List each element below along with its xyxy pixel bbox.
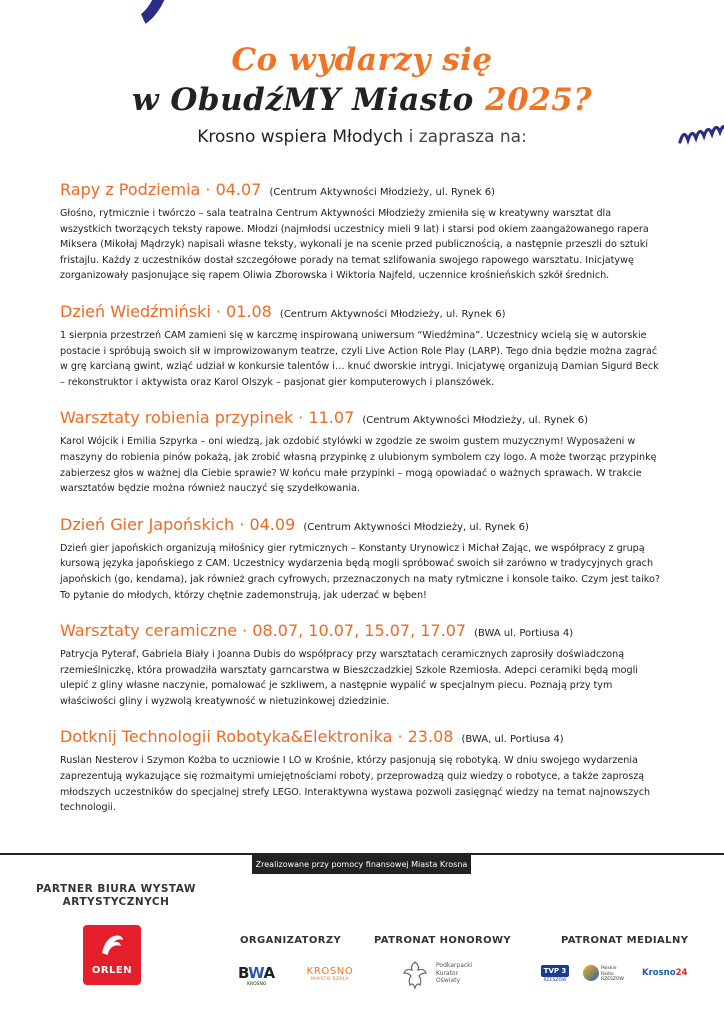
orlen-logo	[83, 925, 141, 985]
bwa-letter-a: A	[263, 964, 275, 982]
event-description: Karol Wójcik i Emilia Szpyrka – oni wiedzą, jak ozdobić stylówki w zgodzie ze swoim gustem muzycznym! Wyposażeni w maszyny do robienia pinów pokażą, jak zrobić własną przypinkę z ulubionym symbolem czy logo. A może tworząc przypinkę zabierzesz głos w ważnej dla Ciebie sprawie? W końcu małe przypinki – mogą opowiadać o ważnych sprawach. W trakcie warsztatów będzie można również nauczyć się szydełkowania.	[60, 436, 657, 495]
bwa-wordmark	[238, 964, 275, 982]
event-heading	[60, 725, 660, 752]
event-heading	[60, 178, 660, 205]
partner-label: PARTNER BIURA WYSTAW ARTYSTYCZNYCH	[36, 883, 196, 908]
tvp3-logo	[541, 965, 569, 985]
event-description: Patrycja Pyteraf, Gabriela Biały i Joanna Dubis do współpracy przy warsztatach ceramicznych zaprosiły doświadczoną rzemieślniczkę, która prowadziła warsztaty garncarstwa w Bieszczadzkiej Szkole Rzemiosła. Adepci ceramiki będą mogli ulepić z gliny własne naczynie, pomalować je szkliwem, a następnie wypalić w specjalnym piecu. Poznają przy tym właściwości gliny i wyzwolą kreatywność w nietuzinkowej dziedzinie.	[60, 649, 638, 707]
kurator-logo	[402, 960, 482, 990]
media-patronage-label: PATRONAT MEDIALNY	[561, 935, 689, 946]
radio-circle-icon	[583, 965, 599, 981]
event-title: Warsztaty ceramiczne · 08.07, 10.07, 15.07, 17.07	[60, 621, 467, 641]
title-line-2	[0, 80, 724, 120]
honorary-patronage-label: PATRONAT HONOROWY	[374, 935, 512, 946]
event-location: (Centrum Aktywności Młodzieży, ul. Rynek 6)	[279, 308, 506, 320]
radio-text: Polskie Radio RZESZÓW	[601, 966, 624, 982]
event-item	[60, 178, 660, 284]
bwa-letter-w: W	[248, 964, 264, 982]
bwa-letter-b: B	[238, 964, 249, 982]
event-item	[60, 300, 660, 390]
title-line-2-part-2: Miasto	[352, 82, 486, 118]
tvp3-subtitle: RZESZÓW	[543, 978, 567, 983]
poster-header	[0, 40, 724, 147]
event-item	[60, 725, 660, 815]
event-location: (BWA, ul. Portiusa 4)	[461, 734, 564, 746]
event-heading	[60, 406, 660, 433]
subtitle	[0, 127, 724, 147]
funding-note: Zrealizowane przy pomocy finansowej Miasta Krosna	[252, 855, 471, 874]
events-list	[60, 178, 660, 832]
event-location: (Centrum Aktywności Młodzieży, ul. Rynek 6)	[362, 415, 588, 427]
eagle-icon	[99, 933, 125, 957]
event-description: Ruslan Nesterov i Szymon Kożba to uczniowie I LO w Krośnie, którzy pasjonują się robotyką. W dniu swojego wydarzenia zaprezentują wykazujące się rozmaitymi umiejętnościami roboty, przeprowadzą quiz wiedzy o robotyce, a także zaproszą młodszych uczestników do specjalnej strefy LEGO. Interaktywna wystawa pozwoli zasięgnąć wiedzy na temat najnowszych technologii.	[60, 755, 651, 814]
krosno-city-tagline: MIASTO SZKŁA	[310, 977, 350, 982]
event-item	[60, 406, 660, 496]
event-location: (Centrum Aktywności Młodzieży, ul. Rynek 6)	[303, 521, 529, 533]
bwa-logo	[238, 964, 288, 988]
event-heading	[60, 619, 660, 646]
krosno24-number: 24	[675, 968, 688, 978]
event-heading	[60, 300, 660, 327]
subtitle-strong: Krosno wspiera Młodych	[197, 127, 404, 147]
event-title: Dzień Wiedźmiński · 01.08	[60, 301, 272, 321]
event-title: Dotknij Technologii Robotyka&Elektronika · 23.08	[60, 727, 454, 747]
title-line-2-part-1: w ObudźMY	[131, 82, 353, 118]
event-title: Dzień Gier Japońskich · 04.09	[60, 514, 296, 534]
event-location: (Centrum Aktywności Młodzieży, ul. Rynek 6)	[269, 187, 496, 198]
event-item	[60, 513, 660, 603]
subtitle-rest: i zaprasza na:	[403, 127, 527, 147]
event-description: Dzień gier japońskich organizują miłośnicy gier rytmicznych – Konstanty Urynowicz i Michał Zając, we współpracy z grupą kursową języka japońskiego z CAM. Uczestnicy wydarzenia będą mogli spróbować swoich sił zarówno w tradycyjnych grach japońskich (go, kendama), jak również grach cyfrowych, przeznaczonych na maty rytmiczne i konsole taiko. Czym jest taiko? To pytanie do młodych, którzy chętnie zademonstrują, jak uderzać w bęben!	[60, 542, 660, 601]
event-title: Warsztaty robienia przypinek · 11.07	[60, 408, 355, 428]
event-item	[60, 619, 660, 709]
krosno-city-name: KROSNO	[306, 966, 354, 977]
kurator-text: Podkarpacki Kurator Oświaty	[436, 962, 473, 985]
organizers-label: ORGANIZATORZY	[240, 935, 342, 946]
event-title: Rapy z Podziemia · 04.07	[60, 180, 262, 199]
event-description: Głośno, rytmicznie i twórczo – sala teatralna Centrum Aktywności Młodzieży zmieniła się w kreatywny warsztat dla wszystkich tworzących teksty rapowe. Młodzi (najmłodsi uczestnicy mieli 9 lat) i starsi pod okiem zaangażowanego rapera Miksera (Mikołaj Mądrzyk) napisali własne teksty, wykonali je na scenie przed publicznością, a następnie przeszli do sztuki fristajlu. Każdy z uczestników dostał szczegółowe porady na temat szlifowania swojego rapowego warsztatu. Inicjatywę zorganizowały pasjonujące się rapem Oliwia Zborowska i Wiktoria Najfeld, uczennice krośnieńskich szkół średnich.	[60, 208, 649, 282]
krosno-city-logo	[304, 966, 356, 982]
event-location: (BWA ul. Portiusa 4)	[474, 628, 574, 640]
decorative-arc-shape	[103, 0, 182, 36]
title-line-2-year: 2025?	[485, 82, 593, 118]
event-heading	[60, 513, 660, 540]
bwa-subtitle: KROSNO	[247, 982, 267, 987]
krosno24-name: Krosno	[642, 968, 676, 978]
krosno24-logo	[642, 968, 687, 978]
eagle-crest-icon	[402, 960, 428, 990]
polskie-radio-logo	[583, 964, 627, 982]
orlen-wordmark: ORLEN	[91, 965, 133, 976]
tvp3-wordmark: TVP 3	[541, 965, 569, 977]
title-line-1: Co wydarzy się	[231, 42, 493, 78]
event-description: 1 sierpnia przestrzeń CAM zamieni się w karczmę inspirowaną uniwersum “Wiedźmina”. Uczestnicy wcielą się w autorskie postacie i spróbują swoich sił w improwizowanym teatrze, czyli Live Action Role Play (LARP). Tego dnia będzie można zagrać w grę karcianą gwint, wziąć udział w konkursie talentów i… knuć dworskie intrygi. Inicjatywę organizują Damian Sigurd Beck – rekonstruktor i aktywista oraz Karol Olszyk – pasjonat gier komputerowych i planszówek.	[60, 329, 659, 388]
